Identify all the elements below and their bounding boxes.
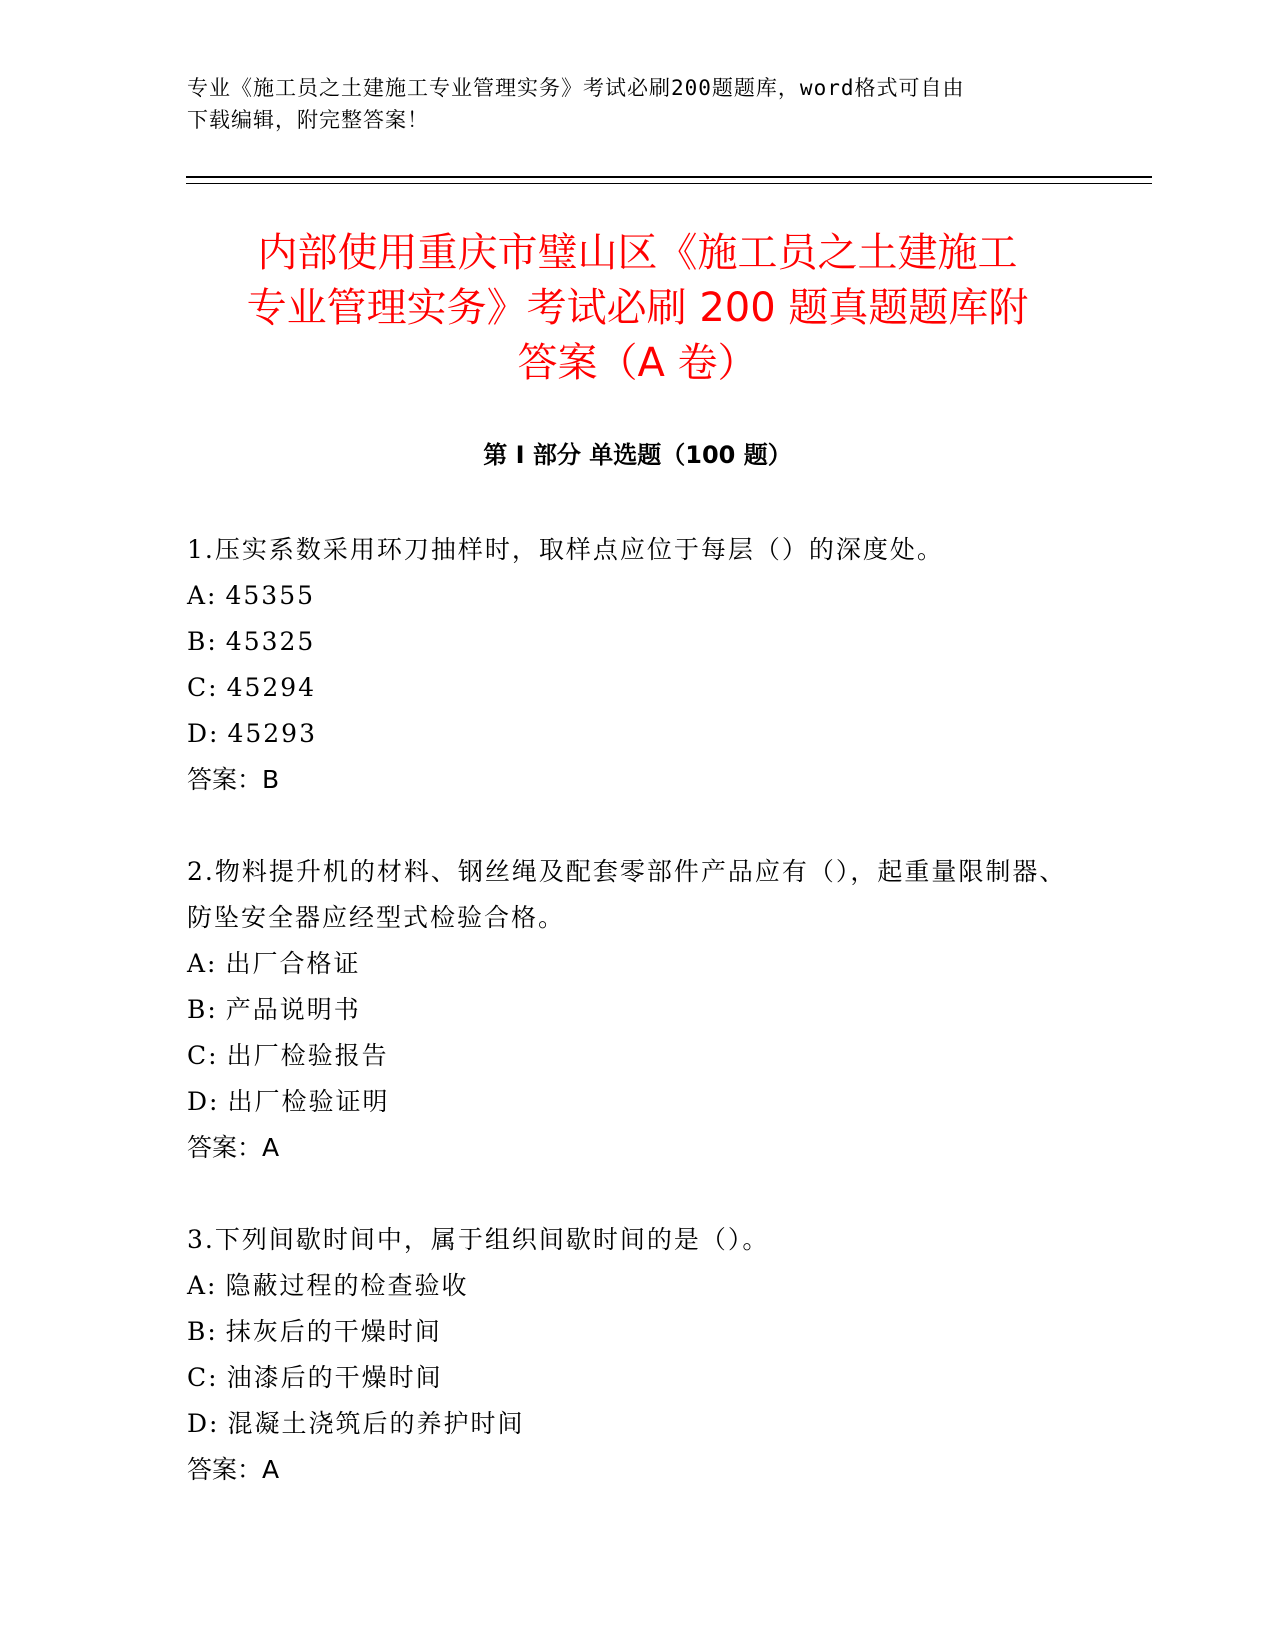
header-divider-thick — [186, 176, 1152, 178]
option-text: 抹灰后的干燥时间 — [225, 1317, 442, 1346]
document-title — [150, 226, 1125, 391]
option-d — [187, 1401, 1067, 1447]
option-a — [187, 573, 1067, 619]
title-line-1: 内部使用重庆市璧山区《施工员之土建施工 — [257, 230, 1018, 276]
option-text: 产品说明书 — [225, 995, 361, 1024]
option-letter: D: — [187, 1087, 220, 1116]
option-c — [187, 665, 1067, 711]
option-text: 45325 — [225, 627, 316, 656]
option-c — [187, 1355, 1067, 1401]
option-letter: B: — [187, 995, 218, 1024]
question-stem: 2.物料提升机的材料、钢丝绳及配套零部件产品应有（），起重量限制器、防坠安全器应经型式检验合格。 — [187, 857, 1067, 932]
title-line-2: 专业管理实务》考试必刷 200 题真题题库附 — [246, 285, 1029, 331]
title-line-3: 答案（A 卷） — [517, 340, 758, 386]
option-letter: C: — [187, 1041, 219, 1070]
option-b — [187, 987, 1067, 1033]
answer-line: 答案：A — [187, 1133, 280, 1162]
option-text: 45294 — [226, 673, 317, 702]
option-a — [187, 941, 1067, 987]
section-heading: 第 I 部分 单选题（100 题） — [483, 441, 792, 469]
option-text: 45293 — [227, 719, 317, 748]
option-text: 45355 — [225, 581, 316, 610]
question-stem: 3.下列间歇时间中，属于组织间歇时间的是（）。 — [187, 1225, 770, 1254]
option-letter: D: — [187, 1409, 220, 1438]
option-b — [187, 1309, 1067, 1355]
option-letter: D: — [187, 719, 220, 748]
option-b — [187, 619, 1067, 665]
option-letter: A: — [187, 581, 218, 610]
question-item — [187, 849, 1067, 1171]
option-text: 出厂检验报告 — [226, 1041, 389, 1070]
question-stem: 1.压实系数采用环刀抽样时，取样点应位于每层（）的深度处。 — [187, 535, 944, 564]
option-letter: B: — [187, 1317, 218, 1346]
option-text: 混凝土浇筑后的养护时间 — [227, 1409, 525, 1438]
answer-line: 答案：B — [187, 765, 280, 794]
header-note-line-1: 专业《施工员之土建施工专业管理实务》考试必刷200题题库，word格式可自由 — [187, 76, 965, 100]
question-item — [187, 527, 1067, 803]
answer-line: 答案：A — [187, 1455, 280, 1484]
option-letter: A: — [187, 1271, 218, 1300]
question-item — [187, 1217, 1067, 1493]
option-c — [187, 1033, 1067, 1079]
header-note-line-2: 下载编辑，附完整答案！ — [187, 108, 429, 132]
option-letter: A: — [187, 949, 218, 978]
option-letter: C: — [187, 1363, 219, 1392]
option-a — [187, 1263, 1067, 1309]
question-list — [187, 527, 1067, 1539]
option-letter: C: — [187, 673, 219, 702]
option-text: 隐蔽过程的检查验收 — [225, 1271, 469, 1300]
header-note — [187, 72, 1067, 136]
option-letter: B: — [187, 627, 218, 656]
option-d — [187, 1079, 1067, 1125]
header-divider-thin — [186, 183, 1152, 184]
option-d — [187, 711, 1067, 757]
option-text: 出厂合格证 — [225, 949, 361, 978]
option-text: 出厂检验证明 — [227, 1087, 390, 1116]
option-text: 油漆后的干燥时间 — [226, 1363, 443, 1392]
